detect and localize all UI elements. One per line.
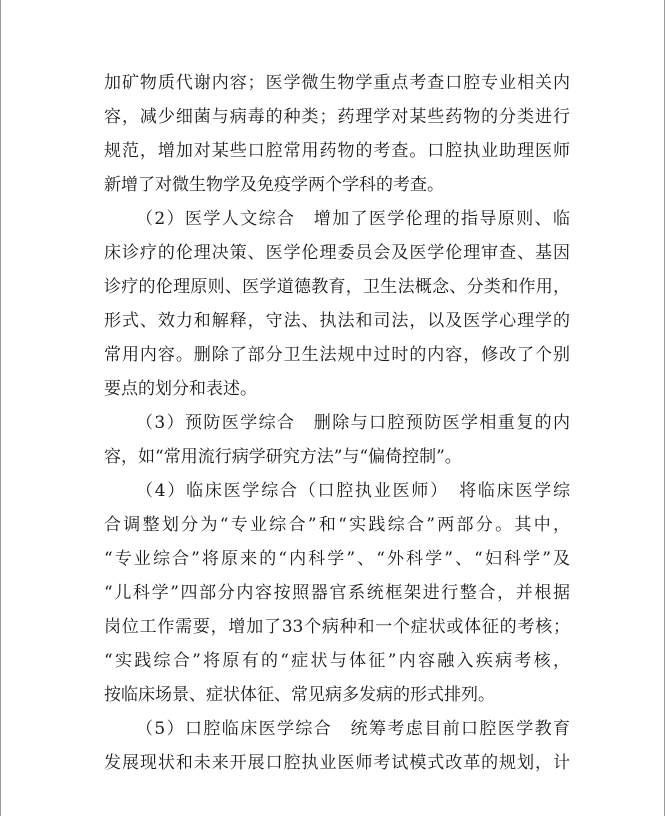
text-line: （5）口腔临床医学综合 统筹考虑目前口腔医学教育 — [136, 719, 570, 739]
text-line: （4）临床医学综合（口腔执业医师） 将临床医学综 — [136, 481, 570, 501]
text-line: 规范，增加对某些口腔常用药物的考查。口腔执业助理医师 — [104, 141, 570, 161]
text-line: 合调整划分为“专业综合”和“实践综合”两部分。其中， — [104, 515, 570, 535]
text-line: 床诊疗的伦理决策、医学伦理委员会及医学伦理审查、基因 — [104, 243, 570, 263]
text-line: 加矿物质代谢内容；医学微生物学重点考查口腔专业相关内 — [104, 73, 570, 93]
text-line: 容，减少细菌与病毒的种类；药理学对某些药物的分类进行 — [104, 107, 570, 127]
page-left-border — [0, 0, 1, 816]
text-line: “实践综合”将原有的“症状与体征”内容融入疾病考核， — [104, 651, 570, 671]
text-line: 新增了对微生物学及免疫学两个学科的考查。 — [104, 175, 444, 195]
text-line: 常用内容。删除了部分卫生法规中过时的内容，修改了个别 — [104, 345, 570, 365]
text-line: （2）医学人文综合 增加了医学伦理的指导原则、临 — [136, 209, 570, 229]
text-line: 发展现状和未来开展口腔执业医师考试模式改革的规划，计 — [104, 753, 570, 773]
text-line: 形式、效力和解释，守法、执法和司法，以及医学心理学的 — [104, 311, 570, 331]
text-line: 岗位工作需要，增加了33个病种和一个症状或体征的考核； — [104, 617, 570, 637]
text-line: 要点的划分和表述。 — [104, 379, 257, 399]
text-line: “专业综合”将原来的“内科学”、“外科学”、“妇科学”及 — [104, 549, 570, 569]
body-text — [104, 66, 570, 780]
text-line: 诊疗的伦理原则、医学道德教育，卫生法概念、分类和作用， — [104, 277, 570, 297]
text-line: （3）预防医学综合 删除与口腔预防医学相重复的内 — [136, 413, 570, 433]
text-line: 容，如“常用流行病学研究方法”与“偏倚控制”。 — [104, 447, 462, 467]
text-line: 按临床场景、症状体征、常见病多发病的形式排列。 — [104, 685, 495, 705]
text-line: “儿科学”四部分内容按照器官系统框架进行整合，并根据 — [104, 583, 570, 603]
